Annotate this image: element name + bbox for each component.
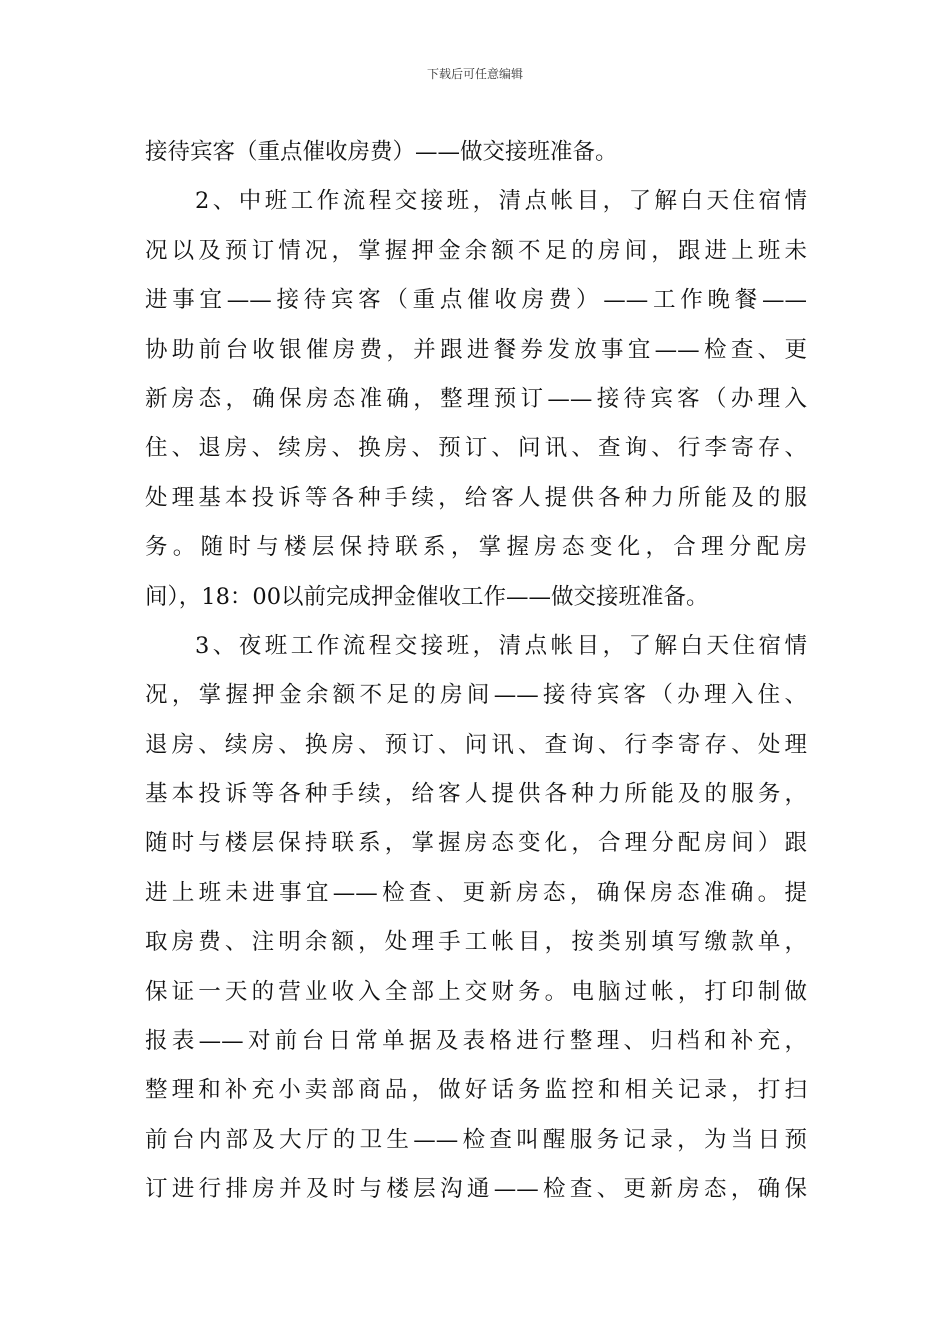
text-line: 退房、续房、换房、预订、问讯、查询、行李寄存、处理 (145, 731, 807, 758)
text-line: 况，掌握押金余额不足的房间——接待宾客（办理入住、 (145, 682, 807, 709)
text-line: 新房态，确保房态准确，整理预订——接待宾客（办理入 (145, 385, 807, 412)
text-line: 务。随时与楼层保持联系，掌握房态变化，合理分配房 (145, 534, 807, 561)
page-header: 下载后可任意编辑 (426, 67, 523, 81)
paragraph-2-start: 2、中班工作流程交接班，清点帐目，了解白天住宿情 (195, 188, 807, 215)
text-line: 协助前台收银催房费，并跟进餐券发放事宜——检查、更 (145, 336, 807, 363)
text-line: 进事宜——接待宾客（重点催收房费）——工作晚餐—— (145, 287, 807, 314)
text-line: 进上班未进事宜——检查、更新房态，确保房态准确。提 (145, 879, 807, 906)
paragraph-3-start: 3、夜班工作流程交接班，清点帐目，了解白天住宿情 (195, 632, 807, 659)
text-line: 报表——对前台日常单据及表格进行整理、归档和补充， (145, 1028, 807, 1055)
text-line: 整理和补充小卖部商品，做好话务监控和相关记录，打扫 (145, 1077, 807, 1104)
text-line: 接待宾客（重点催收房费）——做交接班准备。 (145, 139, 618, 165)
text-line: 间），18：00以前完成押金催收工作——做交接班准备。 (145, 583, 709, 610)
text-line: 随时与楼层保持联系，掌握房态变化，合理分配房间）跟 (145, 830, 807, 857)
document-body (145, 128, 807, 1215)
text-line: 订进行排房并及时与楼层沟通——检查、更新房态，确保 (145, 1176, 807, 1203)
text-line: 前台内部及大厅的卫生——检查叫醒服务记录，为当日预 (145, 1126, 807, 1153)
text-line: 况以及预订情况，掌握押金余额不足的房间，跟进上班未 (145, 237, 807, 264)
text-line: 处理基本投诉等各种手续，给客人提供各种力所能及的服 (145, 484, 807, 511)
text-line: 取房费、注明余额，处理手工帐目，按类别填写缴款单， (145, 929, 807, 956)
text-line: 住、退房、续房、换房、预订、问讯、查询、行李寄存、 (145, 435, 807, 462)
text-line: 基本投诉等各种手续，给客人提供各种力所能及的服务， (145, 781, 807, 808)
text-line: 保证一天的营业收入全部上交财务。电脑过帐，打印制做 (145, 978, 807, 1005)
